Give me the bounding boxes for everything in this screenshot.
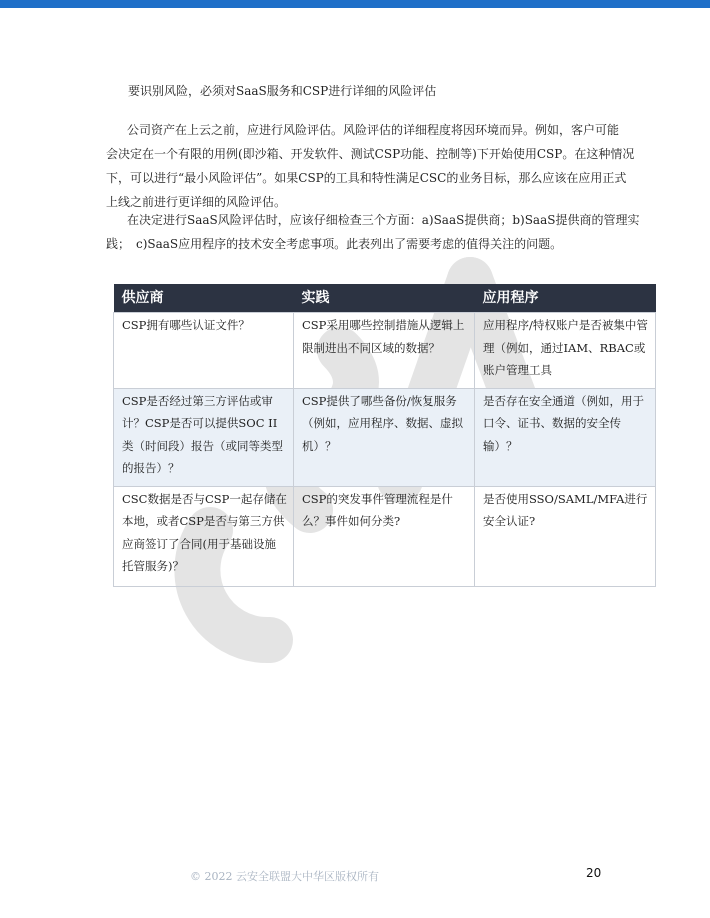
table-cell: 是否存在安全通道（例如，用于口令、证书、数据的安全传输）？ [475, 388, 656, 486]
table-row [114, 313, 656, 389]
paragraph-line: 公司资产在上云之前，应进行风险评估。风险评估的详细程度将因环境而异。例如，客户可能 [127, 123, 620, 137]
table-cell: 应用程序/特权账户是否被集中管理（例如，通过IAM、RBAC或账户管理工具 [475, 313, 656, 389]
risk-assessment-paragraph [106, 118, 635, 214]
risk-questions-table [113, 284, 656, 587]
table-cell: CSP提供了哪些备份/恢复服务（例如，应用程序、数据、虚拟机）？ [294, 388, 475, 486]
paragraph-line: 在决定进行SaaS风险评估时，应该仔细检查三个方面：a)SaaS提供商；b)SaaS提供商的管理实 [127, 213, 640, 227]
intro-paragraph: 要识别风险，必须对SaaS服务和CSP进行详细的风险评估 [128, 84, 437, 98]
table-cell: CSP拥有哪些认证文件？ [114, 313, 294, 389]
header-vendor: 供应商 [114, 284, 294, 313]
paragraph-line: 践； c)SaaS应用程序的技术安全考虑事项。此表列出了需要考虑的值得关注的问题。 [106, 237, 563, 251]
table-cell: 是否使用SSO/SAML/MFA进行安全认证? [475, 486, 656, 586]
table-cell: CSP的突发事件管理流程是什么？事件如何分类? [294, 486, 475, 586]
paragraph-line: 下，可以进行“最小风险评估”。如果CSP的工具和特性满足CSC的业务目标，那么应该在应用正式 [106, 171, 627, 185]
table-cell: CSP是否经过第三方评估或审计？CSP是否可以提供SOC II类（时间段）报告（或同等类型的报告）？ [114, 388, 294, 486]
page-number: 20 [586, 866, 602, 880]
paragraph-line: 上线之前进行更详细的风险评估。 [106, 195, 287, 209]
paragraph-line: 会决定在一个有限的用例(即沙箱、开发软件、测试CSP功能、控制等)下开始使用CSP。在这种情况 [106, 147, 635, 161]
table-row [114, 388, 656, 486]
copyright-footer: © 2022 云安全联盟大中华区版权所有 [190, 870, 379, 883]
header-application: 应用程序 [475, 284, 656, 313]
table-row [114, 486, 656, 586]
saas-aspects-paragraph [106, 208, 640, 256]
table-header-row [114, 284, 656, 313]
top-accent-bar [0, 0, 710, 8]
table-cell: CSC数据是否与CSP一起存储在本地，或者CSP是否与第三方供应商签订了合同(用于基础设施托管服务)？ [114, 486, 294, 586]
table-cell: CSP采用哪些控制措施从逻辑上限制进出不同区域的数据？ [294, 313, 475, 389]
header-practice: 实践 [294, 284, 475, 313]
